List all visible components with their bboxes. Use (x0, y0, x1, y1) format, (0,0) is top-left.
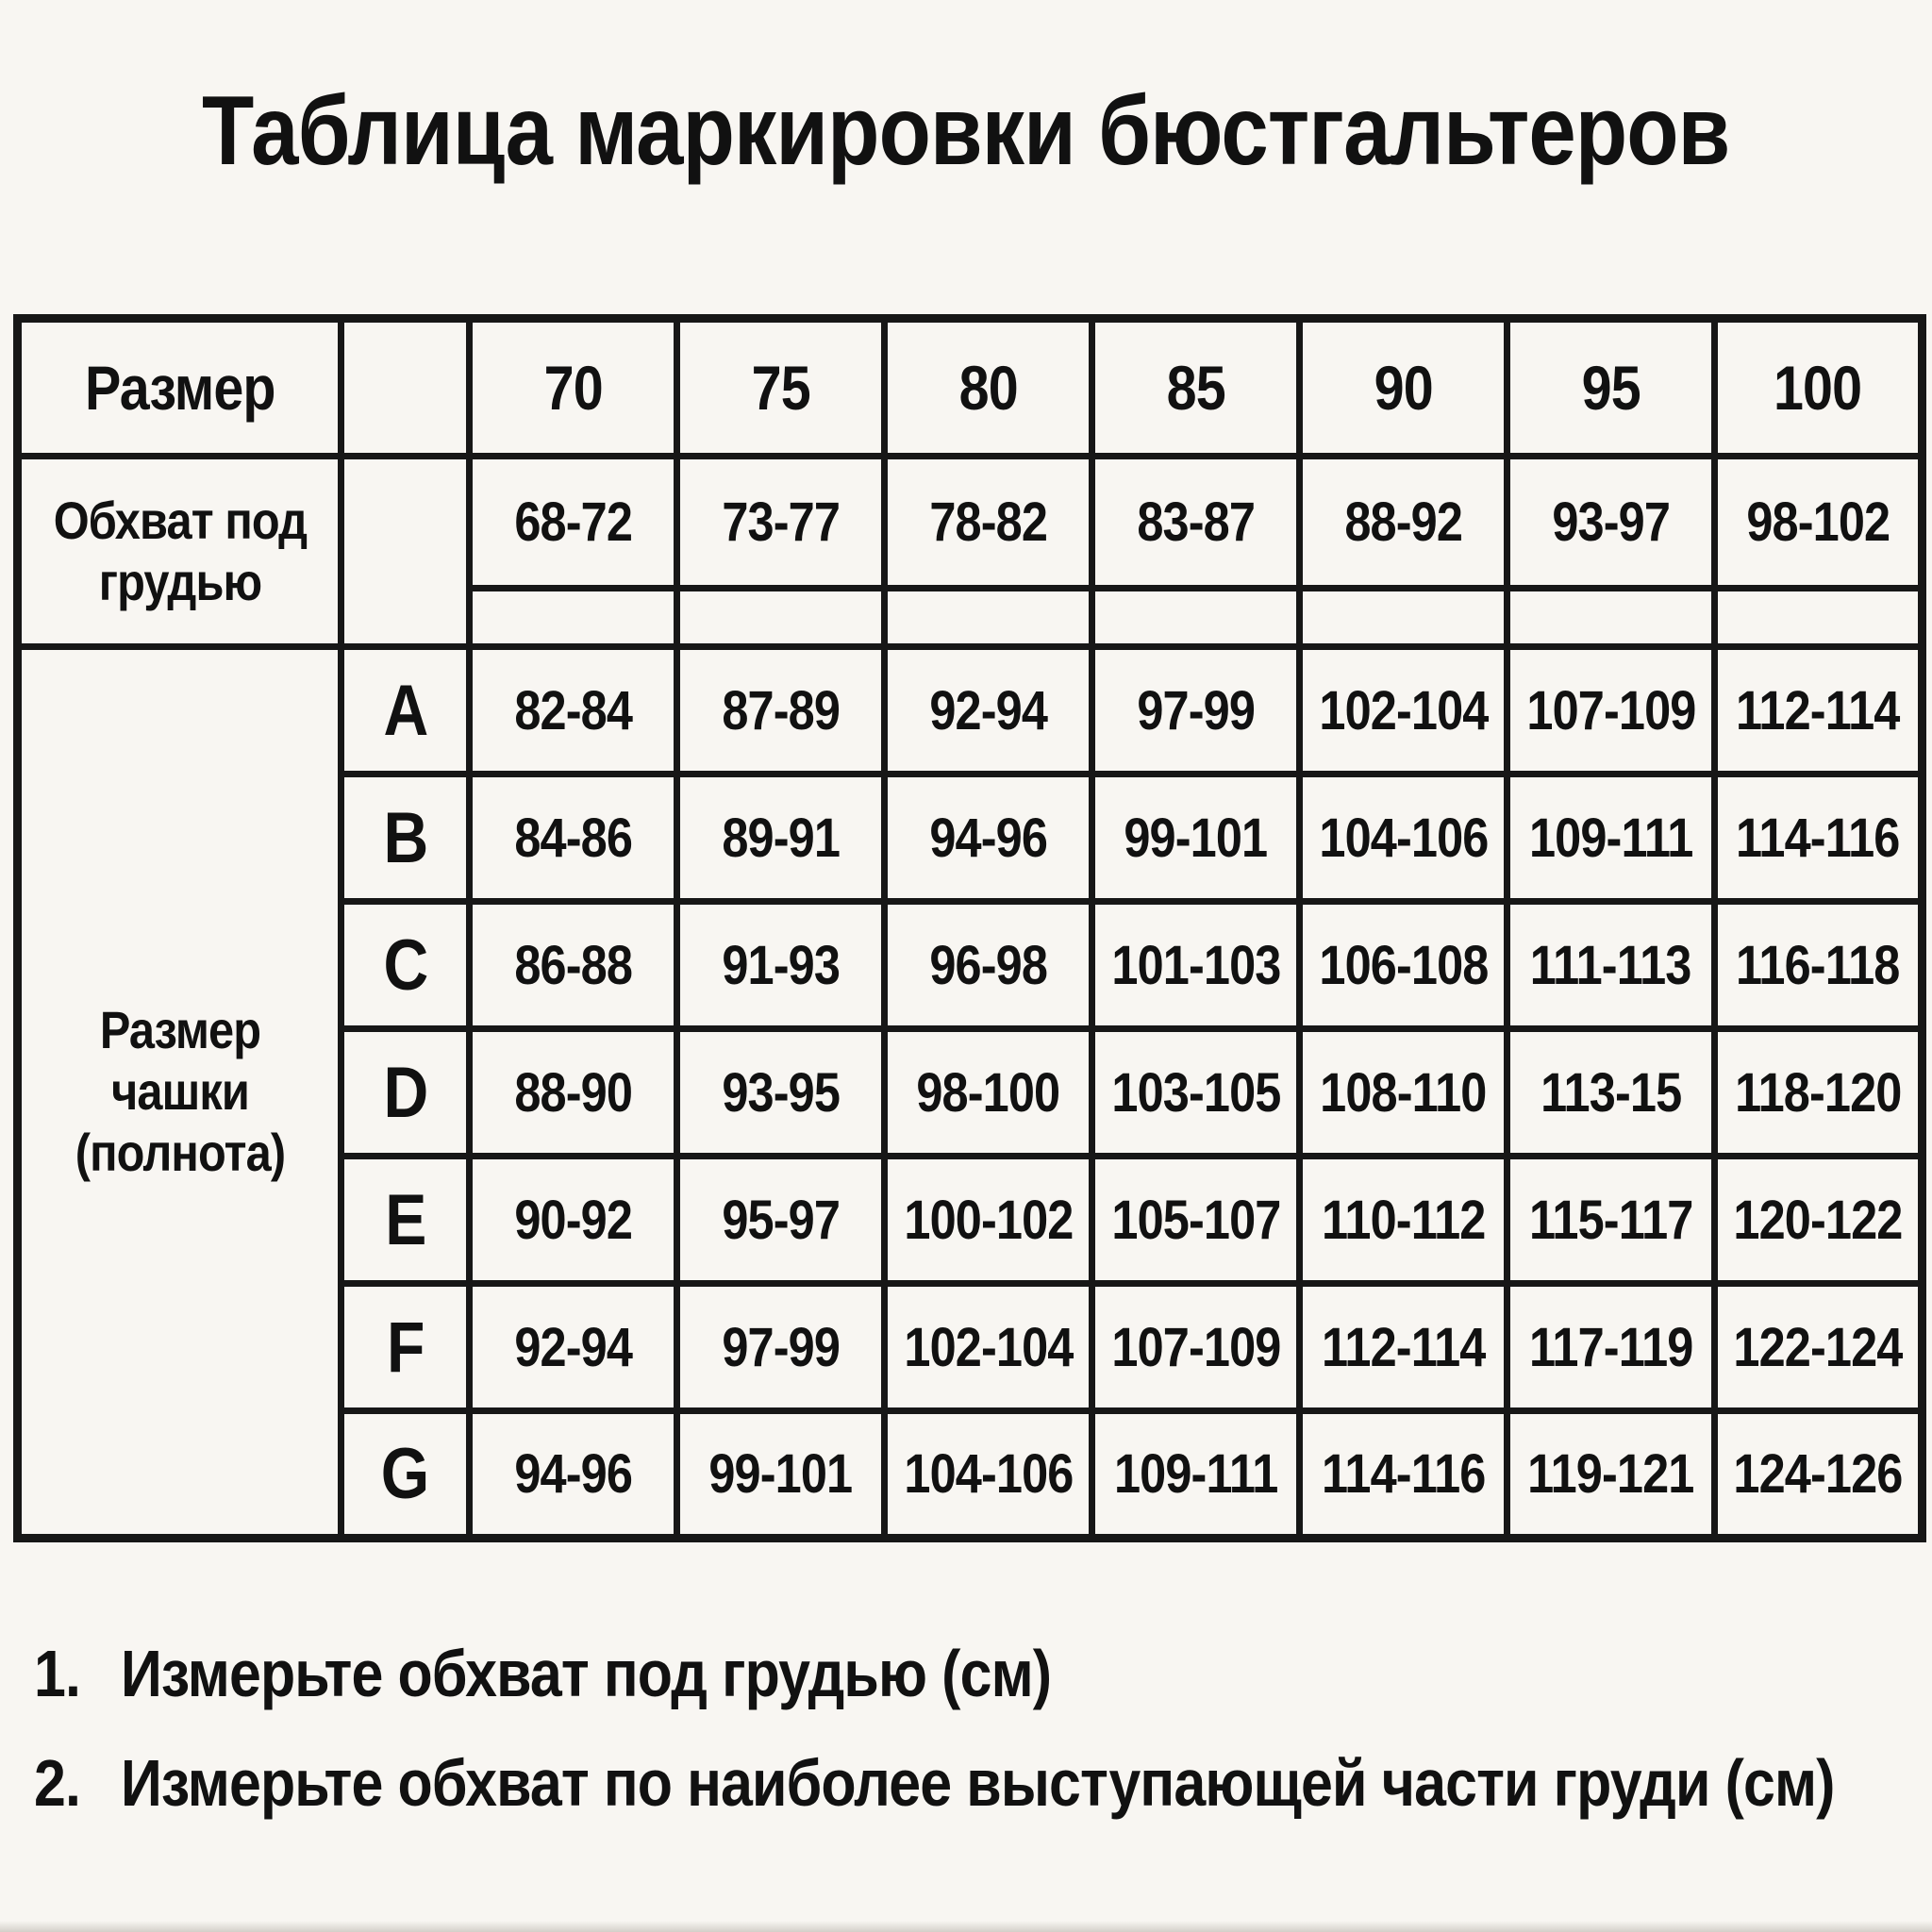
underbust-value-cell-text: 93-97 (1552, 491, 1670, 553)
cup-value-cell-text: 93-95 (722, 1061, 840, 1124)
cup-value-cell-text: 102-104 (1318, 679, 1489, 741)
instruction-number-text: 1. (34, 1637, 81, 1710)
cup-value-cell-text: 103-105 (1110, 1061, 1281, 1124)
cup-value-cell-text: 116-118 (1736, 934, 1900, 996)
cup-value-cell-text: 107-109 (1525, 679, 1696, 741)
cup-letter-cell (341, 1029, 470, 1157)
cup-value-cell (885, 647, 1092, 774)
spacer-cell (1507, 589, 1715, 647)
size-header-cell (1092, 319, 1300, 457)
underbust-value-cell-text: 73-77 (722, 491, 840, 553)
cup-value-cell-text: 105-107 (1110, 1189, 1281, 1251)
underbust-label-cell-text: Обхват под грудью (53, 490, 307, 611)
cup-value-cell-text: 107-109 (1110, 1316, 1281, 1378)
scan-edge-artifact (0, 1921, 1932, 1932)
spacer-cell (1300, 589, 1507, 647)
cup-value-cell (885, 902, 1092, 1029)
cup-value-cell (1300, 647, 1507, 774)
cup-letter-cell (341, 1157, 470, 1284)
cup-value-cell (677, 1411, 885, 1539)
cup-value-cell (470, 902, 677, 1029)
underbust-value-cell-text: 83-87 (1137, 491, 1255, 553)
spacer-cell (470, 589, 677, 647)
cup-value-cell-text: 86-88 (514, 934, 632, 996)
bra-size-table (13, 314, 1926, 1542)
cup-letter-cell (341, 1411, 470, 1539)
cup-value-cell-text: 110-112 (1321, 1189, 1486, 1251)
cup-value-cell (1300, 774, 1507, 902)
cup-value-cell-text: 97-99 (722, 1316, 840, 1378)
underbust-value-cell-text: 78-82 (929, 491, 1047, 553)
cup-value-cell-text: 104-106 (1318, 807, 1489, 869)
cup-value-cell (1715, 1284, 1923, 1411)
cup-value-cell-text: 92-94 (929, 679, 1047, 741)
cup-value-cell (1507, 774, 1715, 902)
header-label-cell-text: Размер (84, 353, 275, 423)
cup-value-cell (1715, 902, 1923, 1029)
underbust-value-cell (1300, 457, 1507, 589)
cup-value-cell (470, 1157, 677, 1284)
cup-value-cell (1507, 647, 1715, 774)
cup-value-cell-text: 88-90 (514, 1061, 632, 1124)
cup-value-cell (470, 647, 677, 774)
instruction-number (34, 1636, 121, 1711)
cup-value-cell-text: 118-120 (1734, 1061, 1902, 1124)
cup-value-cell-text: 84-86 (514, 807, 632, 869)
underbust-value-cell (470, 457, 677, 589)
spacer-cell (885, 589, 1092, 647)
cup-value-cell (1092, 774, 1300, 902)
cup-letter-cell-text: F (386, 1307, 425, 1388)
size-header-cell-text: 80 (958, 353, 1018, 423)
cup-value-cell-text: 104-106 (903, 1443, 1074, 1505)
cup-value-cell-text: 90-92 (514, 1189, 632, 1251)
size-header-cell-text: 95 (1581, 353, 1641, 423)
size-header-cell (470, 319, 677, 457)
cup-value-cell-text: 112-114 (1321, 1316, 1486, 1378)
underbust-value-cell-text: 98-102 (1746, 491, 1890, 553)
instruction-number-text: 2. (34, 1746, 81, 1820)
cup-value-cell-text: 124-126 (1733, 1443, 1903, 1505)
size-header-cell (1300, 319, 1507, 457)
cup-letter-cell (341, 647, 470, 774)
cup-value-cell-text: 94-96 (929, 807, 1047, 869)
page-title-text: Таблица маркировки бюстгальтеров (202, 76, 1730, 186)
spacer-cell (1092, 589, 1300, 647)
cup-value-cell (1300, 902, 1507, 1029)
cup-value-cell (1300, 1029, 1507, 1157)
cup-value-cell-text: 119-121 (1527, 1443, 1694, 1505)
cup-letter-cell-text: D (383, 1052, 427, 1133)
cup-value-cell (1715, 1411, 1923, 1539)
cup-value-cell (1092, 647, 1300, 774)
cup-value-cell-text: 112-114 (1736, 679, 1900, 741)
cup-value-cell-text: 114-116 (1736, 807, 1900, 869)
instruction-item (34, 1745, 1932, 1821)
measurement-instructions (34, 1636, 1932, 1855)
cup-value-cell (885, 1157, 1092, 1284)
cup-value-cell (1507, 1157, 1715, 1284)
cup-value-cell (677, 902, 885, 1029)
cup-value-cell-text: 99-101 (708, 1443, 853, 1505)
cup-value-cell-text: 102-104 (903, 1316, 1074, 1378)
cup-value-cell-text: 114-116 (1321, 1443, 1486, 1505)
cup-value-cell (470, 1029, 677, 1157)
cup-value-cell-text: 111-113 (1530, 934, 1691, 996)
cup-value-cell-text: 87-89 (722, 679, 840, 741)
size-header-cell-text: 85 (1166, 353, 1225, 423)
cup-value-cell-text: 95-97 (722, 1189, 840, 1251)
cup-letter-cell (341, 902, 470, 1029)
cup-value-cell-text: 101-103 (1110, 934, 1281, 996)
cup-value-cell-text: 99-101 (1124, 807, 1268, 869)
size-header-cell-text: 100 (1774, 353, 1862, 423)
underbust-value-cell (1507, 457, 1715, 589)
cup-value-cell (1715, 647, 1923, 774)
instruction-item (34, 1636, 1932, 1711)
size-header-cell (1507, 319, 1715, 457)
cup-letter-cell (341, 774, 470, 902)
table-row (18, 457, 1923, 589)
cup-value-cell-text: 120-122 (1733, 1189, 1903, 1251)
cup-value-cell (677, 1284, 885, 1411)
underbust-value-cell (1715, 457, 1923, 589)
size-header-cell-text: 90 (1374, 353, 1433, 423)
table-row (18, 647, 1923, 774)
size-header-cell (677, 319, 885, 457)
instruction-text-content: Измерьте обхват по наиболее выступающей части груди (см) (121, 1746, 1835, 1820)
underbust-value-cell (677, 457, 885, 589)
cup-value-cell (677, 774, 885, 902)
cup-letter-cell-text: E (384, 1179, 426, 1260)
size-header-cell-text: 70 (543, 353, 603, 423)
cup-value-cell (470, 1284, 677, 1411)
cup-value-cell-text: 115-117 (1528, 1189, 1693, 1251)
cup-value-cell-text: 94-96 (514, 1443, 632, 1505)
underbust-label-cell (18, 457, 341, 647)
cup-letter-cell-text: B (383, 797, 427, 878)
header-label-cell (18, 319, 341, 457)
cup-value-cell-text: 96-98 (929, 934, 1047, 996)
cup-value-cell (1507, 1284, 1715, 1411)
underbust-empty-col-cell (341, 457, 470, 647)
underbust-value-cell (885, 457, 1092, 589)
cup-value-cell-text: 89-91 (722, 807, 840, 869)
cup-letter-cell (341, 1284, 470, 1411)
cup-value-cell (677, 1029, 885, 1157)
cup-value-cell-text: 122-124 (1733, 1316, 1903, 1378)
cup-value-cell (470, 1411, 677, 1539)
cup-value-cell (1092, 1411, 1300, 1539)
instruction-text-content: Измерьте обхват под грудью (см) (121, 1637, 1052, 1710)
cup-value-cell (1715, 1157, 1923, 1284)
cup-value-cell-text: 82-84 (514, 679, 632, 741)
cup-value-cell-text: 109-111 (1528, 807, 1693, 869)
size-header-cell (1715, 319, 1923, 457)
cup-value-cell (1092, 1029, 1300, 1157)
size-header-cell-text: 75 (751, 353, 810, 423)
cup-group-label-cell (18, 647, 341, 1539)
underbust-value-cell (1092, 457, 1300, 589)
cup-value-cell (1300, 1157, 1507, 1284)
cup-value-cell (885, 1029, 1092, 1157)
cup-value-cell (885, 774, 1092, 902)
cup-value-cell-text: 109-111 (1113, 1443, 1278, 1505)
cup-value-cell (1092, 902, 1300, 1029)
spacer-cell (677, 589, 885, 647)
cup-value-cell-text: 100-102 (903, 1189, 1074, 1251)
cup-letter-cell-text: A (383, 670, 427, 751)
cup-group-label-cell-text: Размер чашки (полнота) (75, 1000, 285, 1182)
cup-value-cell (1300, 1411, 1507, 1539)
cup-value-cell-text: 98-100 (916, 1061, 1060, 1124)
cup-value-cell (1092, 1284, 1300, 1411)
cup-value-cell (1507, 1411, 1715, 1539)
cup-letter-cell-text: C (383, 924, 427, 1006)
cup-letter-cell-text: G (381, 1434, 429, 1514)
spacer-cell (1715, 589, 1923, 647)
corner-empty-cell (341, 319, 470, 457)
cup-value-cell (1092, 1157, 1300, 1284)
cup-value-cell (1715, 1029, 1923, 1157)
cup-value-cell (1300, 1284, 1507, 1411)
cup-value-cell (1715, 774, 1923, 902)
underbust-value-cell-text: 68-72 (514, 491, 632, 553)
cup-value-cell (470, 774, 677, 902)
cup-value-cell (1507, 1029, 1715, 1157)
cup-value-cell-text: 106-108 (1318, 934, 1489, 996)
cup-value-cell-text: 113-15 (1540, 1061, 1682, 1124)
cup-value-cell (677, 647, 885, 774)
cup-value-cell (885, 1284, 1092, 1411)
cup-value-cell (1507, 902, 1715, 1029)
cup-value-cell (885, 1411, 1092, 1539)
underbust-value-cell-text: 88-92 (1344, 491, 1462, 553)
instruction-number (34, 1745, 121, 1821)
instruction-text (121, 1636, 1191, 1711)
cup-value-cell-text: 92-94 (514, 1316, 632, 1378)
table-row (18, 319, 1923, 457)
cup-value-cell-text: 108-110 (1320, 1061, 1487, 1124)
cup-value-cell (677, 1157, 885, 1284)
page-title (0, 77, 1932, 185)
cup-value-cell-text: 117-119 (1528, 1316, 1693, 1378)
cup-value-cell-text: 91-93 (722, 934, 840, 996)
cup-value-cell-text: 97-99 (1137, 679, 1255, 741)
size-header-cell (885, 319, 1092, 457)
instruction-text (121, 1745, 1932, 1821)
